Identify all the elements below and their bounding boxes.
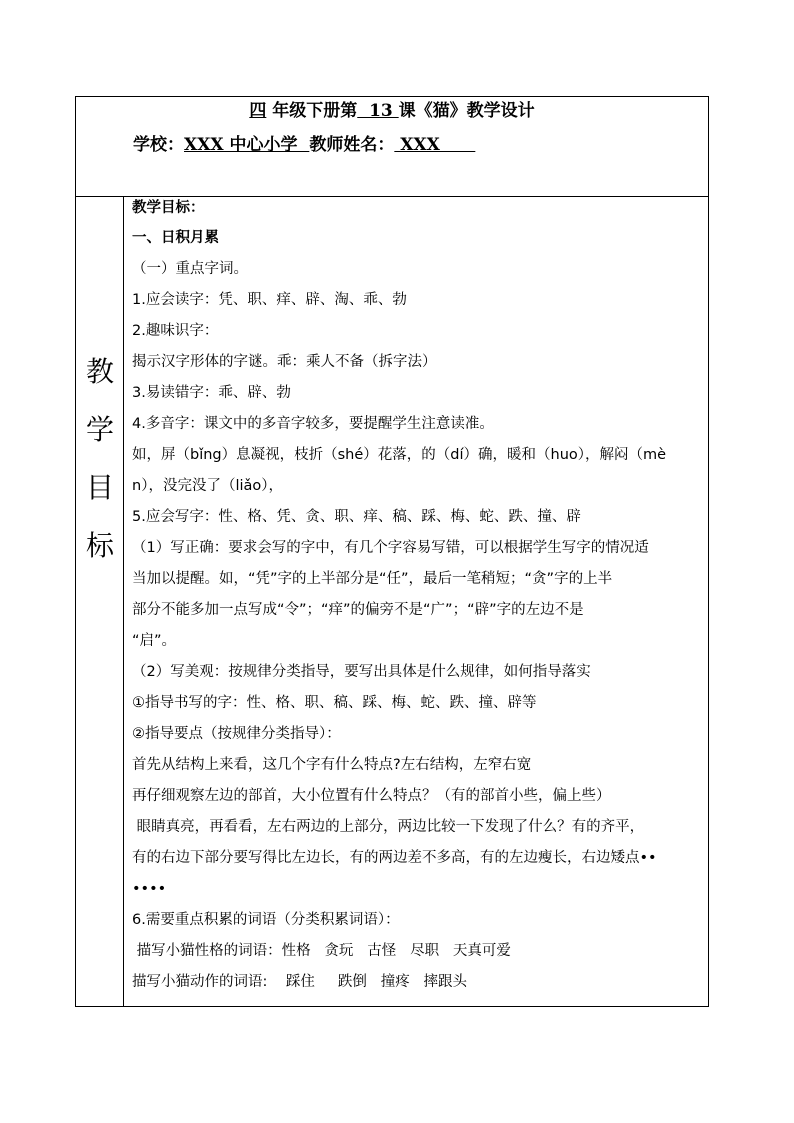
objectives-heading: 教学目标： bbox=[132, 200, 205, 216]
content-line: “启”。 bbox=[132, 633, 177, 649]
section-label-char: 学 bbox=[85, 413, 114, 446]
section-label-cell bbox=[76, 197, 124, 1006]
title-grade: 四 bbox=[249, 101, 267, 121]
content-line: 描写小猫动作的词语: 踩住 跌倒 撞疼 摔跟头 bbox=[132, 974, 468, 990]
content-line: 1.应会读字：凭、职、痒、辟、淘、乖、勃 bbox=[132, 292, 407, 308]
content-line: 当加以提醒。如，“凭”字的上半部分是“任”，最后一笔稍短；“贪”字的上半 bbox=[132, 571, 613, 587]
content-line: •••• bbox=[132, 881, 167, 897]
content-line: （1）写正确：要求会写的字中，有几个字容易写错，可以根据学生写字的情况适 bbox=[132, 540, 649, 556]
section-label-char: 标 bbox=[85, 529, 114, 562]
title-lesson-number: 13 bbox=[357, 101, 399, 121]
title-mid: 年级下册第 bbox=[266, 101, 358, 121]
section-heading: 一、日积月累 bbox=[132, 230, 219, 246]
title-tail: 课《猫》教学设计 bbox=[398, 101, 535, 121]
objectives-content-cell bbox=[125, 197, 708, 1006]
section-label-char: 教 bbox=[85, 355, 114, 388]
content-line: 4.多音字：课文中的多音字较多，要提醒学生注意读准。 bbox=[132, 416, 494, 432]
content-line: 部分不能多加一点写成“令”；“痒”的偏旁不是“广”；“辟”字的左边不是 bbox=[132, 602, 584, 618]
school-name: XXX 中心小学 bbox=[184, 135, 310, 155]
content-line: 首先从结构上来看，这几个字有什么特点?左右结构，左窄右宽 bbox=[132, 757, 532, 773]
content-line: 再仔细观察左边的部首，大小位置有什么特点？（有的部首小些，偏上些） bbox=[132, 788, 611, 804]
content-line: 有的右边下部分要写得比左边长，有的两边差不多高，有的左边瘦长，右边矮点•• bbox=[132, 850, 657, 866]
content-line: 3.易读错字：乖、辟、勃 bbox=[132, 385, 291, 401]
content-line: 揭示汉字形体的字谜。乖：乘人不备（拆字法） bbox=[132, 354, 437, 370]
content-line: 6.需要重点积累的词语（分类积累词语）： bbox=[132, 912, 400, 928]
document-title bbox=[76, 99, 708, 123]
teacher-name: XXX bbox=[394, 135, 476, 155]
lesson-plan-table bbox=[75, 96, 709, 1007]
content-line: （2）写美观：按规律分类指导，要写出具体是什么规律，如何指导落实 bbox=[132, 664, 591, 680]
school-label: 学校： bbox=[133, 135, 184, 155]
content-line: 如，屏（bǐng）息凝视，枝折（shé）花落，的（dí）确，暖和（huo），解闷（mè bbox=[132, 447, 667, 463]
header-cell bbox=[76, 97, 708, 197]
teacher-label: 教师姓名： bbox=[309, 135, 395, 155]
content-line: n），没完没了（liǎo）， bbox=[132, 478, 284, 494]
section-label-char: 目 bbox=[85, 471, 114, 504]
content-line: ①指导书写的字：性、格、职、稿、踩、梅、蛇、跌、撞、辟等 bbox=[132, 695, 537, 711]
content-line: 5.应会写字：性、格、凭、贪、职、痒、稿、踩、梅、蛇、跌、撞、辟 bbox=[132, 509, 581, 525]
content-line: 2.趣味识字： bbox=[132, 323, 219, 339]
content-line: （一）重点字词。 bbox=[132, 261, 248, 277]
content-line: ②指导要点（按规律分类指导）： bbox=[132, 726, 341, 742]
content-line: 描写小猫性格的词语：性格 贪玩 古怪 尽职 天真可爱 bbox=[132, 943, 511, 959]
school-teacher-line bbox=[133, 133, 475, 157]
content-line: 眼睛真亮，再看看，左右两边的上部分，两边比较一下发现了什么？有的齐平， bbox=[132, 819, 645, 835]
